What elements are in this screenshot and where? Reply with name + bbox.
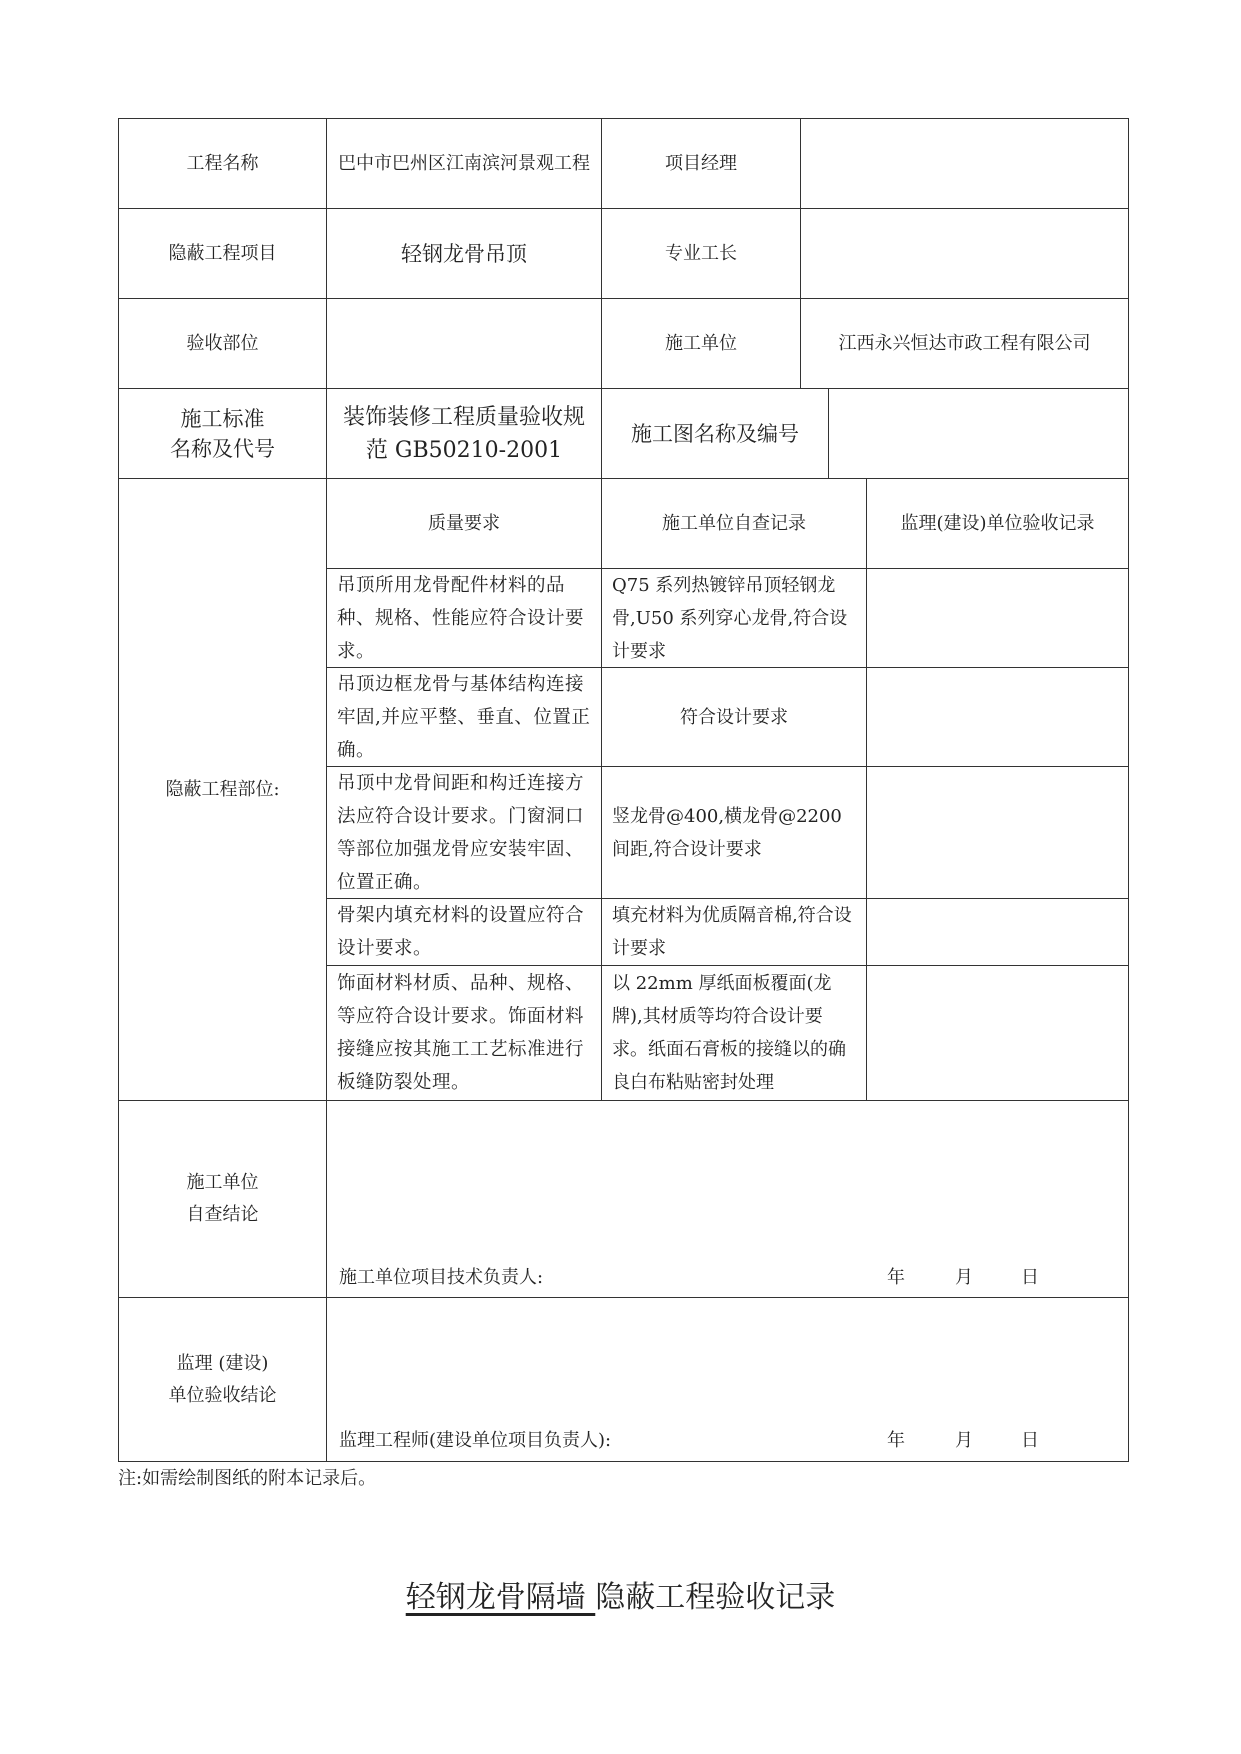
requirement-5: 饰面材料材质、品种、规格、等应符合设计要求。饰面材料接缝应按其施工工艺标准进行板缝防裂处理。 <box>326 965 602 1101</box>
contractor-label: 施工单位 <box>601 298 801 389</box>
footnote: 注:如需绘制图纸的附本记录后。 <box>118 1468 377 1489</box>
header-quality-requirement: 质量要求 <box>326 478 602 569</box>
requirement-4: 骨架内填充材料的设置应符合设计要求。 <box>326 898 602 966</box>
standard-label-line2: 名称及代号 <box>170 436 275 461</box>
standard-label-line1: 施工标准 <box>180 406 265 431</box>
next-record-title-subject: 轻钢龙骨隔墙 <box>405 1580 596 1615</box>
self-conclusion-signer: 施工单位项目技术负责人: <box>339 1267 544 1288</box>
supervisor-conclusion-day: 日 <box>1021 1430 1039 1451</box>
supervisor-conclusion-label <box>118 1297 327 1462</box>
foreman-label: 专业工长 <box>601 208 801 299</box>
requirement-2: 吊顶边框龙骨与基体结构连接牢固,并应平整、垂直、位置正确。 <box>326 667 602 767</box>
manager-value <box>800 118 1129 209</box>
self-conclusion-box <box>326 1100 1129 1298</box>
standard-label <box>118 388 327 479</box>
drawing-label: 施工图名称及编号 <box>601 388 829 479</box>
hidden-item-label: 隐蔽工程项目 <box>118 208 327 299</box>
manager-label: 项目经理 <box>601 118 801 209</box>
contractor-value: 江西永兴恒达市政工程有限公司 <box>800 298 1129 389</box>
self-conclusion-label-line1: 施工单位 <box>186 1172 259 1193</box>
self-conclusion-label <box>118 1100 327 1298</box>
standard-value: 装饰装修工程质量验收规范 GB50210-2001 <box>326 388 602 479</box>
drawing-value <box>828 388 1129 479</box>
supervisor-record-1 <box>866 568 1129 668</box>
next-record-title-rest: 隐蔽工程验收记录 <box>595 1580 836 1615</box>
supervisor-conclusion-month: 月 <box>955 1430 973 1451</box>
self-check-1: Q75 系列热镀锌吊顶轻钢龙骨,U50 系列穿心龙骨,符合设计要求 <box>601 568 867 668</box>
self-conclusion-year: 年 <box>887 1267 905 1288</box>
project-name-value: 巴中市巴州区江南滨河景观工程 <box>326 118 602 209</box>
header-supervisor-record: 监理(建设)单位验收记录 <box>866 478 1129 569</box>
supervisor-record-2 <box>866 667 1129 767</box>
self-check-5: 以 22mm 厚纸面板覆面(龙牌),其材质等均符合设计要求。纸面石膏板的接缝以的确良白布粘贴密封处理 <box>601 965 867 1101</box>
hidden-section-label: 隐蔽工程部位: <box>118 478 327 1101</box>
location-value <box>326 298 602 389</box>
supervisor-conclusion-box <box>326 1297 1129 1462</box>
supervisor-record-4 <box>866 898 1129 966</box>
supervisor-conclusion-year: 年 <box>887 1430 905 1451</box>
supervisor-conclusion-signer: 监理工程师(建设单位项目负责人): <box>339 1430 612 1451</box>
supervisor-conclusion-label-line1: 监理 (建设) <box>176 1352 269 1374</box>
requirement-3: 吊顶中龙骨间距和构迁连接方法应符合设计要求。门窗洞口等部位加强龙骨应安装牢固、位置正确。 <box>326 766 602 899</box>
supervisor-record-5 <box>866 965 1129 1101</box>
self-conclusion-label-line2: 自查结论 <box>186 1204 259 1225</box>
project-name-label: 工程名称 <box>118 118 327 209</box>
self-conclusion-month: 月 <box>955 1267 973 1288</box>
location-label: 验收部位 <box>118 298 327 389</box>
header-self-check-record: 施工单位自查记录 <box>601 478 867 569</box>
foreman-value <box>800 208 1129 299</box>
supervisor-record-3 <box>866 766 1129 899</box>
requirement-1: 吊顶所用龙骨配件材料的品种、规格、性能应符合设计要求。 <box>326 568 602 668</box>
hidden-item-value: 轻钢龙骨吊顶 <box>326 208 602 299</box>
next-record-title <box>0 1576 1241 1620</box>
self-conclusion-day: 日 <box>1021 1267 1039 1288</box>
self-check-3: 竖龙骨@400,横龙骨@2200 间距,符合设计要求 <box>601 766 867 899</box>
self-check-4: 填充材料为优质隔音棉,符合设计要求 <box>601 898 867 966</box>
supervisor-conclusion-label-line2: 单位验收结论 <box>168 1384 277 1406</box>
self-check-2: 符合设计要求 <box>601 667 867 767</box>
acceptance-record-form <box>118 118 1129 1462</box>
